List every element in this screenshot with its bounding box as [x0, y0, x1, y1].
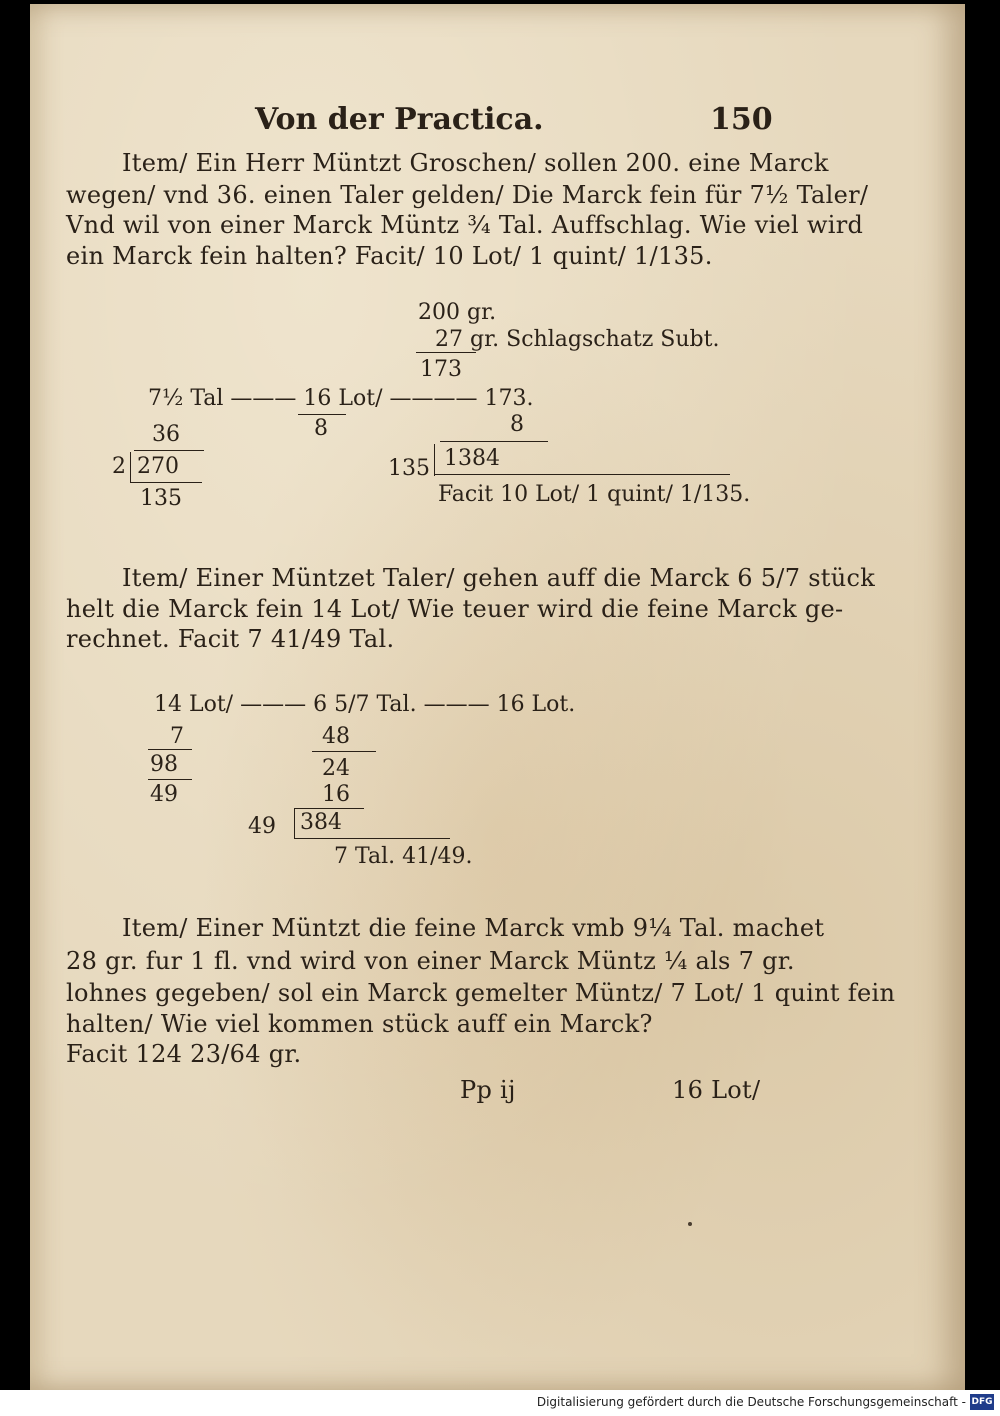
- calc-division-bar: [294, 808, 295, 838]
- calc-rule: [294, 838, 450, 839]
- calc-value: 200 gr.: [418, 300, 497, 325]
- problem1-line: Vnd wil von einer Marck Müntz ¾ Tal. Auffschlag. Wie viel wird: [66, 211, 864, 239]
- problem3-line: Item/ Einer Müntzt die feine Marck vmb 9¼ Tal. machet: [122, 914, 825, 942]
- credit-footer: [0, 1390, 1000, 1416]
- problem3-line: halten/ Wie viel kommen stück auff ein Marck?: [66, 1010, 653, 1038]
- calc-value: 8: [510, 412, 524, 437]
- calc-result: Facit 10 Lot/ 1 quint/ 1/135.: [438, 482, 751, 507]
- problem2-line: Item/ Einer Müntzet Taler/ gehen auff die Marck 6 5/7 stück: [122, 564, 876, 592]
- calc-result: 7 Tal. 41/49.: [334, 844, 473, 869]
- calc-value: 16: [322, 782, 350, 807]
- calc-value: 49: [248, 814, 276, 839]
- calc-value: 49: [150, 782, 178, 807]
- calc-rule: [148, 749, 192, 750]
- catchword: 16 Lot/: [672, 1076, 761, 1104]
- ink-speck: [688, 1222, 692, 1226]
- calc-rule: [130, 482, 202, 483]
- calc-value: 7: [170, 724, 184, 749]
- calc-value: 1384: [444, 446, 500, 471]
- problem3-line: 28 gr. fur 1 fl. vnd wird von einer Marck Müntz ¼ als 7 gr.: [66, 947, 795, 975]
- calc-value: 36: [152, 422, 180, 447]
- calc-value: 98: [150, 752, 178, 777]
- problem1-line: ein Marck fein halten? Facit/ 10 Lot/ 1 quint/ 1/135.: [66, 242, 713, 270]
- book-page: [30, 4, 965, 1390]
- calc-rule: [298, 414, 346, 415]
- problem2-line: helt die Marck fein 14 Lot/ Wie teuer wird die feine Marck ge-: [66, 595, 844, 623]
- problem3-line: Facit 124 23/64 gr.: [66, 1040, 302, 1068]
- calc-value: 27 gr. Schlagschatz Subt.: [435, 327, 720, 352]
- running-header: Von der Practica.: [255, 102, 544, 137]
- problem2-line: rechnet. Facit 7 41/49 Tal.: [66, 625, 395, 653]
- calc-value: 24: [322, 756, 350, 781]
- calc-rule: [294, 808, 364, 809]
- calc-value: 173: [420, 357, 462, 382]
- calc-value: 384: [300, 810, 342, 835]
- signature-mark: Pp ij: [460, 1076, 516, 1104]
- calc-value: 135: [388, 456, 430, 481]
- calc-value: 135: [140, 486, 182, 511]
- calc-rule: [416, 352, 476, 353]
- calc-rule: [434, 474, 730, 475]
- problem3-line: lohnes gegeben/ sol ein Marck gemelter Müntz/ 7 Lot/ 1 quint fein: [66, 979, 896, 1007]
- dfg-logo: DFG: [970, 1394, 994, 1410]
- calc-rule: [440, 441, 548, 442]
- calc-rule: [312, 751, 376, 752]
- calc-division-bar: [130, 452, 131, 482]
- calc-rule: [148, 779, 192, 780]
- calc-value: 14 Lot/ ——— 6 5/7 Tal. ——— 16 Lot.: [154, 692, 576, 717]
- credit-text: Digitalisierung gefördert durch die Deutsche Forschungsgemeinschaft -: [536, 1395, 966, 1409]
- calc-value: 48: [322, 724, 350, 749]
- calc-value: 8: [314, 416, 328, 441]
- problem1-line: wegen/ vnd 36. einen Taler gelden/ Die Marck fein für 7½ Taler/: [66, 181, 869, 209]
- calc-division-bar: [434, 444, 435, 476]
- problem1-line: Item/ Ein Herr Müntzt Groschen/ sollen 200. eine Marck: [122, 149, 829, 177]
- calc-value: 270: [137, 454, 179, 479]
- calc-value: 2: [112, 454, 126, 479]
- calc-rule: [134, 450, 204, 451]
- calc-value: 7½ Tal ——— 16 Lot/ ———— 173.: [148, 386, 534, 411]
- page-number: 150: [710, 102, 773, 137]
